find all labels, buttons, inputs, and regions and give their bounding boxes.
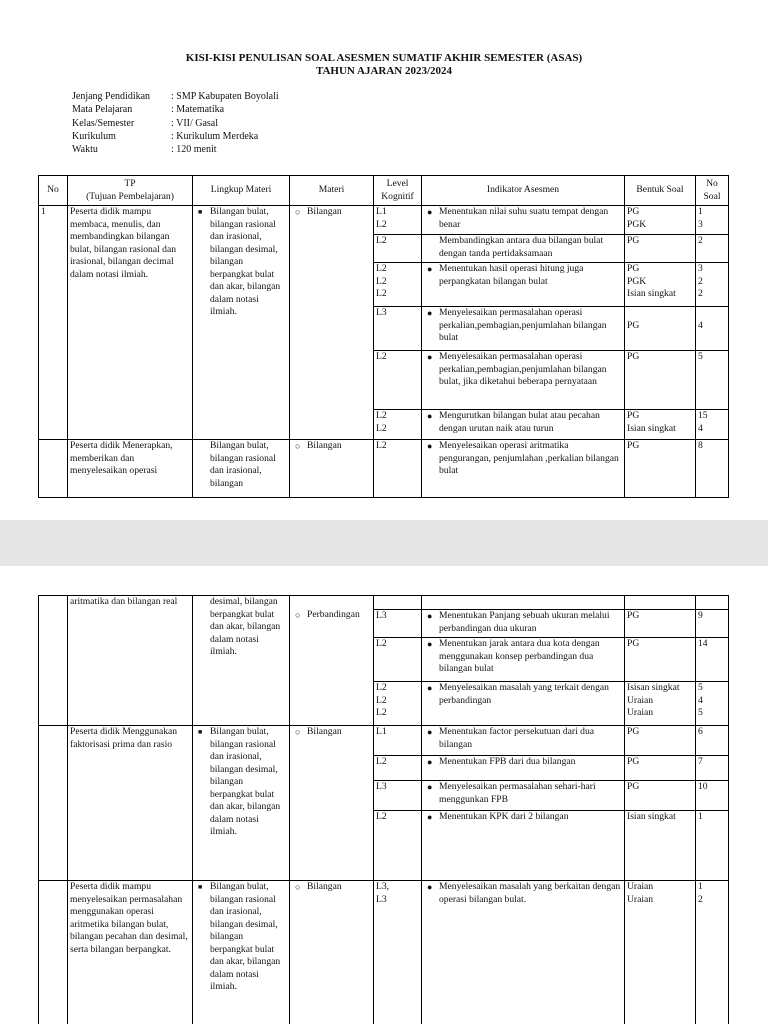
materi-cell: ○ Bilangan	[290, 206, 374, 440]
level-cell: L1	[374, 726, 422, 756]
indikator-cell: ● Menentukan nilai suhu suatu tempat dengan benar	[422, 206, 625, 235]
col-header-bentuk: Bentuk Soal	[625, 176, 696, 206]
document-subtitle: TAHUN AJARAN 2023/2024	[315, 65, 453, 77]
nosoal-cell	[696, 596, 729, 610]
level-cell: L2	[374, 811, 422, 881]
dot-bullet-icon: ●	[427, 441, 433, 451]
tp-cell: Peserta didik Menerapkan, memberikan dan menyelesaikan operasi	[68, 440, 193, 498]
square-bullet-icon: ■	[198, 208, 203, 216]
col-header-tp: TP (Tujuan Pembelajaran)	[68, 176, 193, 206]
lingkup-cell: ■ Bilangan bulat, bilangan rasional dan irasional, bilangan desimal, bilangan berpangkat bulat dan akar, bilangan dalam notasi ilmiah.	[193, 881, 290, 1024]
tp-cell: Peserta didik mampu menyelesaikan permasalahan menggunakan operasi aritmetika bilangan bulat, bilangan pecahan dan desimal, serta bilangan berpangkat.	[68, 881, 193, 1024]
bentuk-cell	[625, 596, 696, 610]
circle-bullet-icon: ○	[295, 207, 301, 217]
nosoal-cell: 6	[696, 726, 729, 756]
bentuk-cell: Uraian Uraian	[625, 881, 696, 1024]
dot-bullet-icon: ●	[427, 611, 433, 621]
tp-cell: Peserta didik Menggunakan faktorisasi prima dan rasio	[68, 726, 193, 881]
nosoal-cell: 4	[696, 307, 729, 351]
meta-row: Waktu : 120 menit	[72, 144, 217, 156]
nosoal-cell: 8	[696, 440, 729, 498]
dot-bullet-icon: ●	[427, 812, 433, 822]
row-number	[39, 881, 68, 1024]
indikator-cell: ● Menyelesaikan permasalahan sehari-hari menggunkan FPB	[422, 781, 625, 811]
square-bullet-icon: ■	[198, 883, 203, 891]
dot-bullet-icon: ●	[427, 727, 433, 737]
row-number: 1	[39, 206, 68, 440]
bentuk-cell: PG	[625, 638, 696, 682]
indikator-cell: ● Menyelesaikan masalah yang berkaitan dengan operasi bilangan bulat.	[422, 881, 625, 1024]
circle-bullet-icon: ○	[295, 882, 301, 892]
table-row	[39, 206, 729, 235]
lingkup-cell: ■ Bilangan bulat, bilangan rasional dan irasional, bilangan desimal, bilangan berpangkat bulat dan akar, bilangan dalam notasi ilmiah.	[193, 726, 290, 881]
indikator-cell: ● Menyelesaikan masalah yang terkait dengan perbandingan	[422, 682, 625, 726]
dot-bullet-icon: ●	[427, 882, 433, 892]
row-number	[39, 440, 68, 498]
bentuk-cell: PG	[625, 756, 696, 781]
nosoal-cell: 10	[696, 781, 729, 811]
dot-bullet-icon: ●	[427, 352, 433, 362]
document-title: KISI-KISI PENULISAN SOAL ASESMEN SUMATIF AKHIR SEMESTER (ASAS)	[185, 52, 583, 64]
dot-bullet-icon: ●	[427, 757, 433, 767]
dot-bullet-icon: ●	[427, 308, 433, 318]
nosoal-cell: 5	[696, 351, 729, 410]
col-header-no: No	[39, 176, 68, 206]
dot-bullet-icon: ●	[427, 207, 433, 217]
circle-bullet-icon: ○	[295, 727, 301, 737]
indikator-cell: ● Menyelesaikan permasalahan operasi perkalian,pembagian,penjumlahan bilangan bulat	[422, 307, 625, 351]
level-cell: L2	[374, 756, 422, 781]
nosoal-cell: 15 4	[696, 410, 729, 440]
indikator-cell: ● Menentukan KPK dari 2 bilangan	[422, 811, 625, 881]
col-header-level: Level Kognitif	[374, 176, 422, 206]
level-cell: L3	[374, 781, 422, 811]
meta-row: Kelas/Semester : VII/ Gasal	[72, 117, 219, 129]
row-number	[39, 726, 68, 881]
nosoal-cell: 14	[696, 638, 729, 682]
level-cell: L2 L2 L2	[374, 682, 422, 726]
nosoal-cell: 1 3	[696, 206, 729, 235]
kisi-kisi-table	[38, 175, 729, 498]
nosoal-cell: 7	[696, 756, 729, 781]
row-number	[39, 596, 68, 726]
indikator-cell: ● Menentukan jarak antara dua kota dengan menggunakan konsep perbandingan dua bilangan bulat	[422, 638, 625, 682]
level-cell: L2 L2	[374, 410, 422, 440]
dot-bullet-icon: ●	[427, 411, 433, 421]
table-row	[39, 596, 729, 610]
meta-row: Mata Pelajaran : Matematika	[72, 104, 225, 116]
materi-cell: ○ Perbandingan	[290, 596, 374, 726]
bentuk-cell: Isisan singkat Uraian Uraian	[625, 682, 696, 726]
indikator-cell: Membandingkan antara dua bilangan bulat dengan tanda pertidaksamaan	[422, 235, 625, 263]
document-meta	[72, 90, 279, 156]
level-cell: L2	[374, 638, 422, 682]
indikator-cell: ● Mengurutkan bilangan bulat atau pecahan dengan urutan naik atau turun	[422, 410, 625, 440]
indikator-cell: ● Menentukan hasil operasi hitung juga perpangkatan bilangan bulat	[422, 263, 625, 307]
level-cell: L2 L2 L2	[374, 263, 422, 307]
bentuk-cell: PG	[625, 307, 696, 351]
tp-cell: Peserta didik mampu membaca, menulis, dan membandingkan bilangan bulat, bilangan rasional dan irasional, bilangan decimal dalam notasi ilmiah.	[68, 206, 193, 440]
dot-bullet-icon: ●	[427, 639, 433, 649]
nosoal-cell: 5 4 5	[696, 682, 729, 726]
level-cell: L1 L2	[374, 206, 422, 235]
materi-cell: ○ Bilangan	[290, 440, 374, 498]
tp-cell: aritmatika dan bilangan real	[68, 596, 193, 726]
meta-row: Jenjang Pendidikan : SMP Kabupaten Boyolali	[72, 91, 279, 102]
circle-bullet-icon: ○	[295, 441, 301, 451]
nosoal-cell: 9	[696, 610, 729, 638]
level-cell	[374, 596, 422, 610]
dot-bullet-icon: ●	[427, 782, 433, 792]
dot-bullet-icon: ●	[427, 683, 433, 693]
indikator-cell: ● Menyelesaikan permasalahan operasi perkalian,pembagian,penjumlahan bilangan bulat, jika diketahui beberapa pernyataan	[422, 351, 625, 410]
dot-bullet-icon: ●	[427, 264, 433, 274]
level-cell: L3	[374, 610, 422, 638]
col-header-nosoal: No Soal	[696, 176, 729, 206]
kisi-kisi-table-continued	[38, 595, 729, 1024]
bentuk-cell: PG	[625, 610, 696, 638]
meta-row: Kurikulum : Kurikulum Merdeka	[72, 130, 259, 142]
lingkup-cell: Bilangan bulat, bilangan rasional dan irasional, bilangan	[193, 440, 290, 498]
nosoal-cell: 1 2	[696, 881, 729, 1024]
lingkup-cell: desimal, bilangan berpangkat bulat dan akar, bilangan dalam notasi ilmiah.	[193, 596, 290, 726]
bentuk-cell: PG	[625, 351, 696, 410]
level-cell: L2	[374, 351, 422, 410]
level-cell: L2	[374, 440, 422, 498]
nosoal-cell: 1	[696, 811, 729, 881]
level-cell: L2	[374, 235, 422, 263]
circle-bullet-icon: ○	[295, 610, 301, 620]
col-header-lingkup: Lingkup Materi	[193, 176, 290, 206]
bentuk-cell: PG	[625, 235, 696, 263]
nosoal-cell: 2	[696, 235, 729, 263]
square-bullet-icon: ■	[198, 728, 203, 736]
indikator-cell: ● Menyelesaikan operasi aritmatika pengurangan, penjumlahan ,perkalian bilangan bulat	[422, 440, 625, 498]
bentuk-cell: PG PGK	[625, 206, 696, 235]
level-cell: L3	[374, 307, 422, 351]
bentuk-cell: PG	[625, 781, 696, 811]
table-row	[39, 726, 729, 756]
table-header-row	[39, 176, 729, 206]
indikator-cell: ● Menentukan FPB dari dua bilangan	[422, 756, 625, 781]
col-header-indikator: Indikator Asesmen	[422, 176, 625, 206]
table-row	[39, 440, 729, 498]
indikator-cell	[422, 596, 625, 610]
indikator-cell: ● Menentukan factor persekutuan dari dua bilangan	[422, 726, 625, 756]
col-header-materi: Materi	[290, 176, 374, 206]
indikator-cell: ● Menentukan Panjang sebuah ukuran melalui perbandingan dua ukuran	[422, 610, 625, 638]
document-page-2	[0, 566, 768, 1024]
bentuk-cell: PG Isian singkat	[625, 410, 696, 440]
bentuk-cell: Isian singkat	[625, 811, 696, 881]
bentuk-cell: PG	[625, 726, 696, 756]
lingkup-cell: ■ Bilangan bulat, bilangan rasional dan irasional, bilangan desimal, bilangan berpangkat bulat dan akar, bilangan dalam notasi ilmiah.	[193, 206, 290, 440]
bentuk-cell: PG	[625, 440, 696, 498]
level-cell: L3, L3	[374, 881, 422, 1024]
bentuk-cell: PG PGK Isian singkat	[625, 263, 696, 307]
nosoal-cell: 3 2 2	[696, 263, 729, 307]
materi-cell: ○ Bilangan	[290, 881, 374, 1024]
materi-cell: ○ Bilangan	[290, 726, 374, 881]
table-row	[39, 881, 729, 1024]
